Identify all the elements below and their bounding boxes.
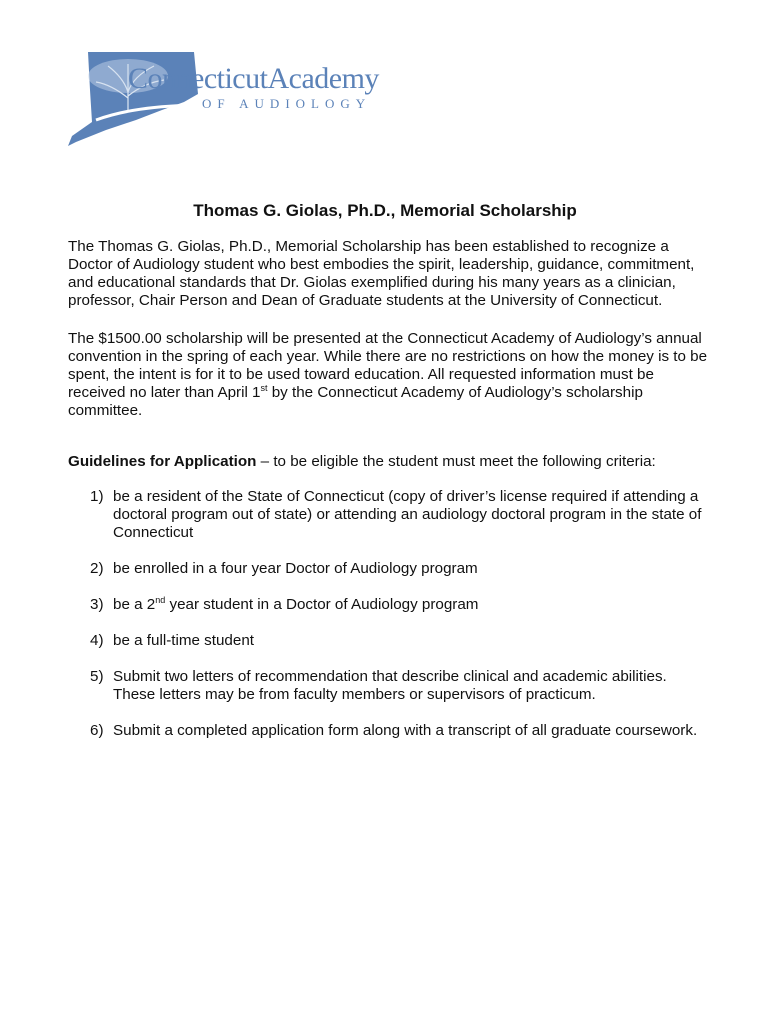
list-item-superscript: nd [155, 594, 166, 605]
list-item-text-before: be a 2 [113, 596, 156, 613]
scholarship-details-paragraph [68, 330, 708, 420]
logo-subtitle: OF AUDIOLOGY [202, 96, 372, 111]
list-item-text: be a resident of the State of Connecticut (copy of driver’s license required if attending a doctoral program out of state) or attending an audiology doctoral program in the state of Connecticut [113, 488, 702, 541]
list-number: 5) [90, 668, 104, 685]
organization-logo [66, 50, 406, 150]
list-item [68, 560, 708, 578]
list-number: 1) [90, 488, 104, 505]
criteria-list [68, 488, 708, 758]
details-text-part2: by the Connecticut Academy of Audiology’s scholarship committee. [68, 384, 643, 419]
list-item [68, 632, 708, 650]
guidelines-heading: Guidelines for Application [68, 453, 257, 470]
list-item [68, 488, 708, 542]
list-item [68, 722, 708, 740]
list-number: 2) [90, 560, 104, 577]
list-item [68, 596, 708, 614]
details-text-part1: The $1500.00 scholarship will be presented at the Connecticut Academy of Audiology’s annual convention in the spring of each year. While there are no restrictions on how the money is to be spent, the intent is for it to be used toward education. All requested information must be received no later than April 1 [68, 330, 708, 401]
list-item-text: be enrolled in a four year Doctor of Audiology program [113, 560, 478, 577]
list-item-text: Submit a completed application form along with a transcript of all graduate coursework. [113, 722, 698, 739]
details-superscript: st [260, 382, 268, 393]
intro-paragraph: The Thomas G. Giolas, Ph.D., Memorial Scholarship has been established to recognize a Doctor of Audiology student who best embodies the spirit, leadership, guidance, commitment, and educational standards that Dr. Giolas exemplified during his many years as a clinician, professor, Chair Person and Dean of Graduate students at the University of Connecticut. [68, 238, 695, 309]
list-item-text-after: year student in a Doctor of Audiology program [165, 596, 479, 613]
guidelines-intro [68, 453, 708, 471]
page-title: Thomas G. Giolas, Ph.D., Memorial Scholarship [193, 201, 577, 220]
list-number: 4) [90, 632, 104, 649]
list-item-text: Submit two letters of recommendation that describe clinical and academic abilities. These letters may be from faculty members or supervisors of practicum. [113, 668, 667, 703]
list-number: 6) [90, 722, 104, 739]
list-number: 3) [90, 596, 104, 613]
list-item-text: be a full-time student [113, 632, 254, 649]
guidelines-text: – to be eligible the student must meet the following criteria: [256, 453, 656, 470]
logo-name: ConnecticutAcademy [128, 62, 379, 95]
list-item [68, 668, 708, 704]
